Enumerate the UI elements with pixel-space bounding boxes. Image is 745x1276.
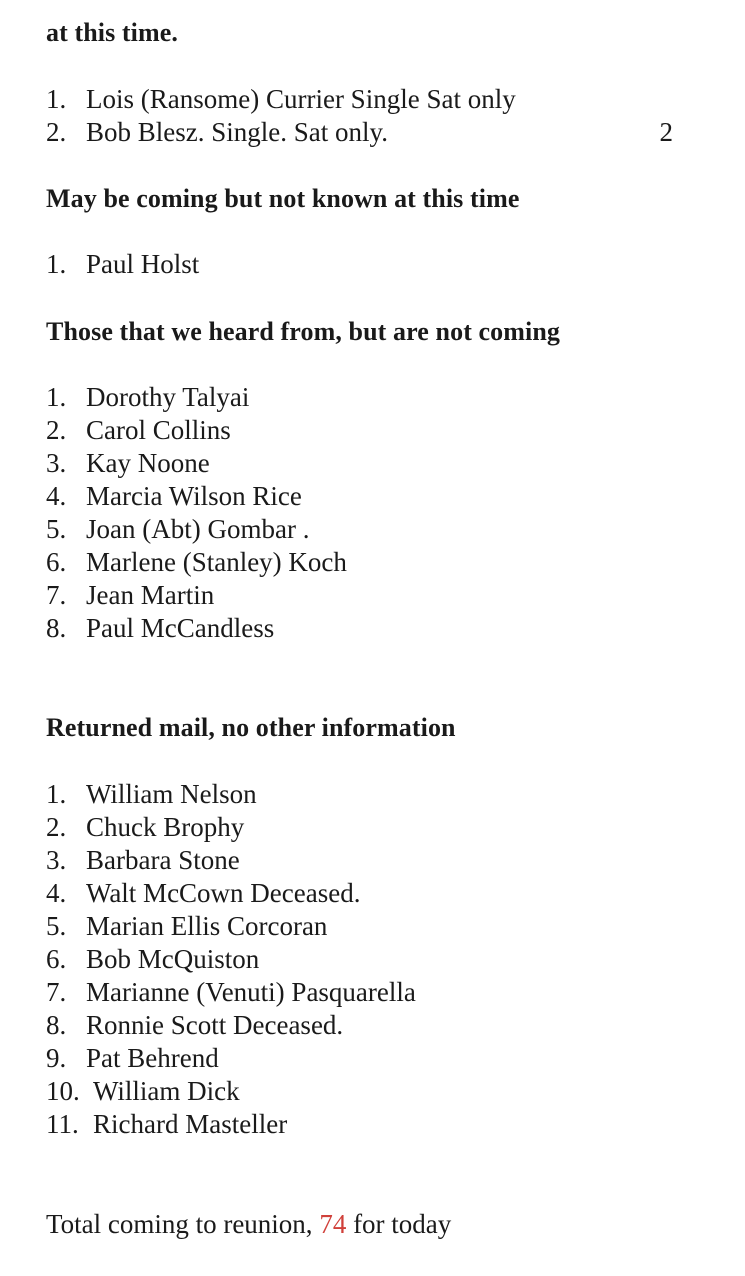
total-summary	[46, 1208, 451, 1241]
list-item	[46, 414, 347, 447]
not-coming-list	[46, 381, 347, 645]
list-item	[46, 1108, 416, 1141]
list-item-number: 4.	[46, 878, 67, 908]
list-item-text: Bob Blesz. Single. Sat only.	[86, 117, 388, 147]
list-item-text: Paul McCandless	[86, 613, 275, 643]
list-item-number: 3.	[46, 448, 67, 478]
list-item-number: 9.	[46, 1043, 67, 1073]
total-prefix: Total coming to reunion,	[46, 1209, 320, 1239]
list-item-number: 6.	[46, 944, 67, 974]
list-item-text: William Nelson	[86, 779, 257, 809]
list-item-text: Lois (Ransome) Currier Single Sat only	[86, 84, 516, 114]
list-item-number: 4.	[46, 481, 67, 511]
list-item	[46, 976, 416, 1009]
list-item-number: 8.	[46, 613, 67, 643]
total-count: 74	[319, 1209, 347, 1239]
list-item-number: 7.	[46, 977, 67, 1007]
list-item-text: Marianne (Venuti) Pasquarella	[86, 977, 416, 1007]
maybe-heading: May be coming but not known at this time	[46, 184, 520, 213]
list-item-text: Chuck Brophy	[86, 812, 245, 842]
list-item	[46, 910, 416, 943]
list-item	[46, 877, 416, 910]
list-item-text: Bob McQuiston	[86, 944, 260, 974]
list-item	[46, 811, 416, 844]
list-item	[46, 248, 199, 281]
list-item	[46, 844, 416, 877]
list-item-text: Dorothy Talyai	[86, 382, 250, 412]
list-item-text: William Dick	[93, 1076, 240, 1106]
list-item-text: Jean Martin	[86, 580, 215, 610]
list-item-number: 2.	[46, 812, 67, 842]
list-item-number: 1.	[46, 779, 67, 809]
list-item	[46, 546, 347, 579]
list-item	[46, 447, 347, 480]
total-suffix: for today	[346, 1209, 452, 1239]
not-coming-heading: Those that we heard from, but are not coming	[46, 317, 561, 346]
list-item-text: Walt McCown Deceased.	[86, 878, 361, 908]
list-item-number: 6.	[46, 547, 67, 577]
list-item-text: Marian Ellis Corcoran	[86, 911, 328, 941]
list-item	[46, 612, 347, 645]
maybe-list	[46, 248, 199, 281]
list-item-text: Paul Holst	[86, 249, 200, 279]
list-item	[46, 943, 416, 976]
list-item-number: 5.	[46, 911, 67, 941]
top-fragment-heading: at this time.	[46, 18, 178, 47]
list-item	[46, 116, 516, 149]
list-item-text: Pat Behrend	[86, 1043, 219, 1073]
list-item-text: Marcia Wilson Rice	[86, 481, 302, 511]
list-item-text: Carol Collins	[86, 415, 231, 445]
list-item-text: Marlene (Stanley) Koch	[86, 547, 347, 577]
list-item-text: Richard Masteller	[93, 1109, 288, 1139]
list-item-text: Barbara Stone	[86, 845, 240, 875]
list-item-number: 10.	[46, 1076, 80, 1106]
list-item-text: Kay Noone	[86, 448, 210, 478]
list-item-number: 1.	[46, 382, 67, 412]
list-item	[46, 1042, 416, 1075]
returned-mail-heading: Returned mail, no other information	[46, 713, 456, 742]
list-item	[46, 381, 347, 414]
list-item	[46, 513, 347, 546]
singles-list	[46, 83, 516, 149]
list-item-number: 5.	[46, 514, 67, 544]
list-item	[46, 1009, 416, 1042]
list-item	[46, 778, 416, 811]
list-item-number: 1.	[46, 84, 67, 114]
list-item	[46, 83, 516, 116]
list-item	[46, 579, 347, 612]
list-item	[46, 480, 347, 513]
list-item-number: 11.	[46, 1109, 79, 1139]
list-item-number: 1.	[46, 249, 67, 279]
list-item-number: 2.	[46, 117, 67, 147]
returned-mail-list	[46, 778, 416, 1141]
list-item-number: 7.	[46, 580, 67, 610]
list-item-number: 8.	[46, 1010, 67, 1040]
list-item-text: Joan (Abt) Gombar .	[86, 514, 310, 544]
page-number: 2	[659, 117, 673, 147]
list-item-number: 3.	[46, 845, 67, 875]
list-item-number: 2.	[46, 415, 67, 445]
list-item	[46, 1075, 416, 1108]
list-item-text: Ronnie Scott Deceased.	[86, 1010, 344, 1040]
